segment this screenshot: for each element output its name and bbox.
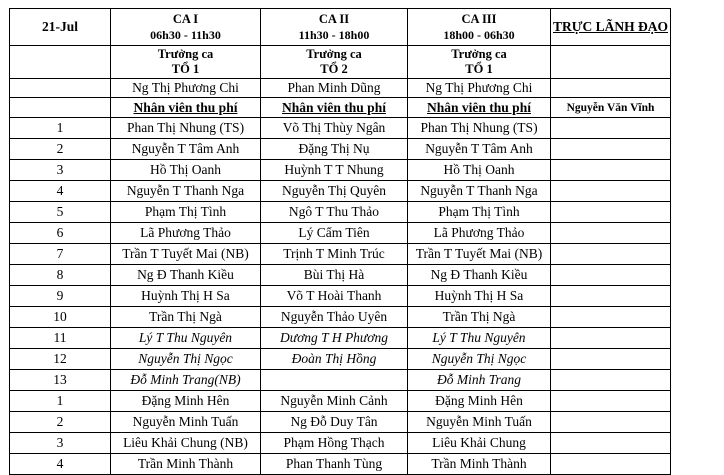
- empty-cell: [10, 46, 111, 79]
- shift-3-staff: Trần Minh Thành: [408, 454, 551, 475]
- leader-cell: [551, 118, 671, 139]
- shift-3-staff: Trần Thị Ngà: [408, 307, 551, 328]
- shift-3-staff: Lý T Thu Nguyên: [408, 328, 551, 349]
- table-row: [10, 391, 671, 412]
- leader-title: TRỰC LÃNH ĐẠO: [551, 9, 671, 46]
- table-row: [10, 307, 671, 328]
- leader-cell: [551, 328, 671, 349]
- staff-header-row: [10, 98, 671, 118]
- row-number: 3: [10, 160, 111, 181]
- shift-3-staff: Phạm Thị Tình: [408, 202, 551, 223]
- shift-3-lead-team: [408, 46, 551, 79]
- empty-cell: [10, 79, 111, 98]
- shift-lead-label: Trưởng ca: [451, 47, 507, 61]
- staff-label: Nhân viên thu phí: [282, 99, 386, 115]
- shift-1-staff: Đỗ Minh Trang(NB): [111, 370, 261, 391]
- shift-2-staff: Đặng Thị Nụ: [261, 139, 408, 160]
- table-row: [10, 454, 671, 475]
- table-row: [10, 139, 671, 160]
- shift-2-team: TỔ 2: [320, 62, 348, 76]
- shift-2-lead-name: Phan Minh Dũng: [261, 79, 408, 98]
- shift-1-staff: Trần Thị Ngà: [111, 307, 261, 328]
- shift-1-staff: Phạm Thị Tình: [111, 202, 261, 223]
- shift-2-staff: Bùi Thị Hà: [261, 265, 408, 286]
- row-number: 9: [10, 286, 111, 307]
- shift-3-label: CA III: [461, 12, 497, 26]
- leader-cell: [551, 244, 671, 265]
- shift-2-staff: Phan Thanh Tùng: [261, 454, 408, 475]
- leader-cell: [551, 160, 671, 181]
- shift-2-lead-team: [261, 46, 408, 79]
- shift-1-staff: Lý T Thu Nguyên: [111, 328, 261, 349]
- row-number: 2: [10, 412, 111, 433]
- shift-1-time: 06h30 - 11h30: [150, 28, 221, 42]
- row-number: 12: [10, 349, 111, 370]
- shift-2-time: 11h30 - 18h00: [298, 28, 370, 42]
- row-number: 4: [10, 454, 111, 475]
- shift-3-staff: Nguyễn Minh Tuấn: [408, 412, 551, 433]
- empty-cell: [10, 98, 111, 118]
- table-row: [10, 202, 671, 223]
- duty-leader-name: Nguyễn Văn Vĩnh: [551, 98, 671, 118]
- shift-2-staff: Phạm Hồng Thạch: [261, 433, 408, 454]
- table-row: [10, 181, 671, 202]
- row-number: 6: [10, 223, 111, 244]
- row-number: 2: [10, 139, 111, 160]
- shift-1-staff: Huỳnh Thị H Sa: [111, 286, 261, 307]
- shift-1-staff: Nguyễn T Thanh Nga: [111, 181, 261, 202]
- leader-cell: [551, 391, 671, 412]
- staff-label: Nhân viên thu phí: [133, 99, 238, 115]
- leader-cell: [551, 223, 671, 244]
- shift-1-header: [111, 9, 261, 46]
- shift-1-staff: Trần T Tuyết Mai (NB): [111, 244, 261, 265]
- shift-1-staff: Liêu Khải Chung (NB): [111, 433, 261, 454]
- shift-1-team: TỔ 1: [171, 62, 200, 76]
- shift-1-staff: Nguyễn Minh Tuấn: [111, 412, 261, 433]
- shift-1-staff: Hồ Thị Oanh: [111, 160, 261, 181]
- shift-lead-label: Trưởng ca: [306, 47, 362, 61]
- shift-2-staff: [261, 370, 408, 391]
- shift-2-staff: Huỳnh T T Nhung: [261, 160, 408, 181]
- row-number: 1: [10, 118, 111, 139]
- shift-3-staff: Nguyễn T Thanh Nga: [408, 181, 551, 202]
- leader-cell: [551, 139, 671, 160]
- row-number: 7: [10, 244, 111, 265]
- table-row: [10, 286, 671, 307]
- shift-3-staff: Hồ Thị Oanh: [408, 160, 551, 181]
- shift-3-staff: Nguyễn Thị Ngọc: [408, 349, 551, 370]
- shift-1-lead-name: Ng Thị Phương Chi: [111, 79, 261, 98]
- shift-3-staff: Lã Phương Thảo: [408, 223, 551, 244]
- leader-cell: [551, 286, 671, 307]
- shift-1-lead-team: [111, 46, 261, 79]
- leader-cell: [551, 370, 671, 391]
- shift-2-staff: Trịnh T Minh Trúc: [261, 244, 408, 265]
- row-number: 11: [10, 328, 111, 349]
- shift-2-staff: Võ Thị Thùy Ngân: [261, 118, 408, 139]
- row-number: 1: [10, 391, 111, 412]
- table-row: [10, 160, 671, 181]
- shift-lead-name-row: [10, 79, 671, 98]
- schedule-table: [9, 8, 671, 475]
- empty-cell: [551, 46, 671, 79]
- leader-cell: [551, 181, 671, 202]
- shift-3-staff: Huỳnh Thị H Sa: [408, 286, 551, 307]
- table-row: [10, 223, 671, 244]
- shift-1-staff: Lã Phương Thảo: [111, 223, 261, 244]
- shift-3-team: TỔ 1: [465, 62, 493, 76]
- shift-1-staff: Phan Thị Nhung (TS): [111, 118, 261, 139]
- shift-2-staff: Võ T Hoài Thanh: [261, 286, 408, 307]
- leader-cell: [551, 265, 671, 286]
- shift-3-header: [408, 9, 551, 46]
- shift-2-staff: Nguyễn Thảo Uyên: [261, 307, 408, 328]
- shift-2-staff: Nguyễn Thị Quyên: [261, 181, 408, 202]
- row-number: 5: [10, 202, 111, 223]
- table-row: [10, 349, 671, 370]
- row-number: 13: [10, 370, 111, 391]
- shift-1-staff: Ng Đ Thanh Kiều: [111, 265, 261, 286]
- leader-cell: [551, 412, 671, 433]
- shift-lead-label: Trưởng ca: [157, 47, 214, 61]
- shift-2-label: CA II: [318, 12, 350, 26]
- leader-cell: [551, 307, 671, 328]
- shift-2-staff: Dương T H Phương: [261, 328, 408, 349]
- shift-3-lead-name: Ng Thị Phương Chi: [408, 79, 551, 98]
- row-number: 8: [10, 265, 111, 286]
- staff-label-cell: [408, 98, 551, 118]
- table-row: [10, 118, 671, 139]
- empty-cell: [551, 79, 671, 98]
- table-row: [10, 370, 671, 391]
- staff-label-cell: [261, 98, 408, 118]
- leader-cell: [551, 433, 671, 454]
- shift-1-staff: Trần Minh Thành: [111, 454, 261, 475]
- shift-1-staff: Nguyễn T Tâm Anh: [111, 139, 261, 160]
- shift-1-staff: Đặng Minh Hên: [111, 391, 261, 412]
- header-row: [10, 9, 671, 46]
- shift-1-label: CA I: [172, 12, 199, 26]
- shift-3-staff: Đặng Minh Hên: [408, 391, 551, 412]
- leader-cell: [551, 202, 671, 223]
- date-cell: 21-Jul: [10, 9, 111, 46]
- shift-2-staff: Ngô T Thu Thảo: [261, 202, 408, 223]
- row-number: 4: [10, 181, 111, 202]
- shift-3-staff: Ng Đ Thanh Kiều: [408, 265, 551, 286]
- table-row: [10, 412, 671, 433]
- table-row: [10, 433, 671, 454]
- shift-2-staff: Đoàn Thị Hồng: [261, 349, 408, 370]
- shift-3-staff: Đỗ Minh Trang: [408, 370, 551, 391]
- shift-3-staff: Trần T Tuyết Mai (NB): [408, 244, 551, 265]
- shift-3-time: 18h00 - 06h30: [443, 28, 515, 42]
- shift-lead-team-row: [10, 46, 671, 79]
- table-row: [10, 244, 671, 265]
- table-row: [10, 265, 671, 286]
- leader-cell: [551, 454, 671, 475]
- staff-label-cell: [111, 98, 261, 118]
- schedule-body: [10, 9, 671, 475]
- leader-cell: [551, 349, 671, 370]
- shift-1-staff: Nguyễn Thị Ngọc: [111, 349, 261, 370]
- shift-2-staff: Lý Cẩm Tiên: [261, 223, 408, 244]
- staff-label: Nhân viên thu phí: [427, 99, 531, 115]
- shift-3-staff: Nguyễn T Tâm Anh: [408, 139, 551, 160]
- shift-3-staff: Liêu Khải Chung: [408, 433, 551, 454]
- shift-2-header: [261, 9, 408, 46]
- shift-3-staff: Phan Thị Nhung (TS): [408, 118, 551, 139]
- row-number: 10: [10, 307, 111, 328]
- row-number: 3: [10, 433, 111, 454]
- shift-2-staff: Nguyễn Minh Cảnh: [261, 391, 408, 412]
- shift-2-staff: Ng Đỗ Duy Tân: [261, 412, 408, 433]
- table-row: [10, 328, 671, 349]
